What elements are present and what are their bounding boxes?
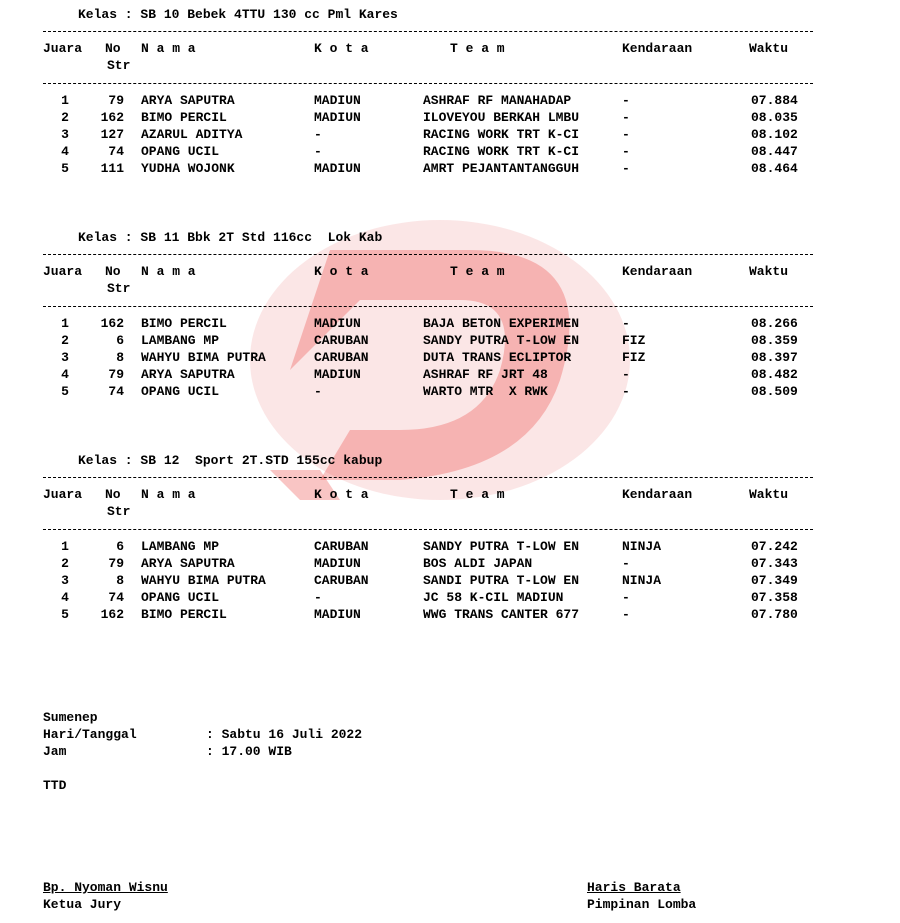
- row-juara: 5: [61, 161, 69, 176]
- col-header-nama: N a m a: [141, 264, 196, 279]
- footer-time-value: : 17.00 WIB: [206, 744, 292, 759]
- row-nama: OPANG UCIL: [141, 384, 220, 399]
- row-waktu: 08.397: [751, 350, 798, 365]
- row-no: 162: [100, 607, 124, 622]
- row-team: ASHRAF RF MANAHADAP: [423, 93, 572, 108]
- row-nama: WAHYU BIMA PUTRA: [141, 350, 266, 365]
- row-waktu: 08.266: [751, 316, 798, 331]
- row-juara: 3: [61, 573, 69, 588]
- row-waktu: 07.780: [751, 607, 798, 622]
- row-no: 6: [116, 333, 124, 348]
- row-team: SANDI PUTRA T-LOW EN: [423, 573, 580, 588]
- row-kendaraan: -: [622, 161, 630, 176]
- row-kota: MADIUN: [314, 316, 361, 331]
- row-nama: BIMO PERCIL: [141, 607, 227, 622]
- row-team: JC 58 K-CIL MADIUN: [423, 590, 564, 605]
- row-kota: CARUBAN: [314, 573, 369, 588]
- row-kota: -: [314, 144, 322, 159]
- row-waktu: 08.509: [751, 384, 798, 399]
- dashed-divider: [43, 477, 813, 478]
- row-juara: 2: [61, 556, 69, 571]
- col-header-waktu: Waktu: [749, 41, 789, 56]
- row-kendaraan: -: [622, 607, 630, 622]
- row-nama: LAMBANG MP: [141, 333, 220, 348]
- dashed-divider: [43, 306, 813, 307]
- row-kendaraan: -: [622, 367, 630, 382]
- row-nama: WAHYU BIMA PUTRA: [141, 573, 266, 588]
- signature-left-name: Bp. Nyoman Wisnu: [43, 880, 168, 895]
- row-juara: 5: [61, 384, 69, 399]
- dashed-divider: [43, 83, 813, 84]
- row-nama: ARYA SAPUTRA: [141, 556, 235, 571]
- row-kendaraan: FIZ: [622, 350, 646, 365]
- col-header-kota: K o t a: [314, 41, 369, 56]
- col-header-team: T e a m: [450, 41, 505, 56]
- col-header-kota: K o t a: [314, 264, 369, 279]
- col-header-waktu: Waktu: [749, 264, 789, 279]
- signature-right-name: Haris Barata: [587, 880, 681, 895]
- col-header-team: T e a m: [450, 487, 505, 502]
- row-kota: CARUBAN: [314, 333, 369, 348]
- row-no: 74: [108, 384, 124, 399]
- row-nama: OPANG UCIL: [141, 144, 220, 159]
- row-waktu: 07.358: [751, 590, 798, 605]
- row-kota: -: [314, 127, 322, 142]
- section-title: Kelas : SB 10 Bebek 4TTU 130 cc Pml Kares: [78, 7, 398, 22]
- row-juara: 1: [61, 539, 69, 554]
- row-waktu: 08.102: [751, 127, 798, 142]
- row-team: RACING WORK TRT K-CI: [423, 144, 580, 159]
- row-waktu: 08.035: [751, 110, 798, 125]
- row-kendaraan: -: [622, 144, 630, 159]
- row-team: ILOVEYOU BERKAH LMBU: [423, 110, 580, 125]
- col-header-team: T e a m: [450, 264, 505, 279]
- col-header-kota: K o t a: [314, 487, 369, 502]
- row-kota: -: [314, 384, 322, 399]
- row-kota: -: [314, 590, 322, 605]
- col-header-juara: Juara: [43, 264, 83, 279]
- row-waktu: 08.359: [751, 333, 798, 348]
- row-nama: LAMBANG MP: [141, 539, 220, 554]
- row-kota: MADIUN: [314, 607, 361, 622]
- row-kendaraan: FIZ: [622, 333, 646, 348]
- row-no: 74: [108, 144, 124, 159]
- row-juara: 1: [61, 316, 69, 331]
- dashed-divider: [43, 254, 813, 255]
- row-team: WARTO MTR X RWK: [423, 384, 548, 399]
- col-header-kendaraan: Kendaraan: [622, 41, 693, 56]
- row-team: SANDY PUTRA T-LOW EN: [423, 539, 580, 554]
- row-team: BAJA BETON EXPERIMEN: [423, 316, 580, 331]
- col-header-kendaraan: Kendaraan: [622, 487, 693, 502]
- col-header-nama: N a m a: [141, 41, 196, 56]
- row-kota: MADIUN: [314, 93, 361, 108]
- signature-left-role: Ketua Jury: [43, 897, 122, 912]
- row-waktu: 07.242: [751, 539, 798, 554]
- row-kendaraan: -: [622, 110, 630, 125]
- row-juara: 4: [61, 367, 69, 382]
- col-header-no: No: [105, 264, 121, 279]
- row-kendaraan: -: [622, 316, 630, 331]
- col-header-waktu: Waktu: [749, 487, 789, 502]
- row-team: SANDY PUTRA T-LOW EN: [423, 333, 580, 348]
- row-no: 8: [116, 350, 124, 365]
- row-no: 162: [100, 316, 124, 331]
- row-juara: 2: [61, 110, 69, 125]
- row-juara: 3: [61, 350, 69, 365]
- row-no: 74: [108, 590, 124, 605]
- row-kota: MADIUN: [314, 556, 361, 571]
- row-kota: CARUBAN: [314, 539, 369, 554]
- row-waktu: 07.884: [751, 93, 798, 108]
- row-juara: 1: [61, 93, 69, 108]
- col-header-str: Str: [107, 504, 131, 519]
- row-juara: 3: [61, 127, 69, 142]
- row-team: DUTA TRANS ECLIPTOR: [423, 350, 572, 365]
- row-juara: 5: [61, 607, 69, 622]
- row-kota: MADIUN: [314, 110, 361, 125]
- col-header-str: Str: [107, 58, 131, 73]
- row-no: 6: [116, 539, 124, 554]
- row-nama: ARYA SAPUTRA: [141, 367, 235, 382]
- row-kendaraan: NINJA: [622, 573, 662, 588]
- row-juara: 2: [61, 333, 69, 348]
- row-kota: MADIUN: [314, 161, 361, 176]
- row-nama: OPANG UCIL: [141, 590, 220, 605]
- row-team: ASHRAF RF JRT 48: [423, 367, 548, 382]
- row-kendaraan: NINJA: [622, 539, 662, 554]
- row-waktu: 07.349: [751, 573, 798, 588]
- row-no: 79: [108, 93, 124, 108]
- row-team: WWG TRANS CANTER 677: [423, 607, 580, 622]
- section-title: Kelas : SB 12 Sport 2T.STD 155cc kabup: [78, 453, 383, 468]
- footer-time-label: Jam: [43, 744, 67, 759]
- row-nama: YUDHA WOJONK: [141, 161, 235, 176]
- row-waktu: 08.482: [751, 367, 798, 382]
- dashed-divider: [43, 31, 813, 32]
- row-juara: 4: [61, 144, 69, 159]
- row-waktu: 08.464: [751, 161, 798, 176]
- col-header-str: Str: [107, 281, 131, 296]
- row-no: 111: [100, 161, 124, 176]
- row-no: 79: [108, 556, 124, 571]
- row-kota: CARUBAN: [314, 350, 369, 365]
- footer-ttd: TTD: [43, 778, 67, 793]
- col-header-kendaraan: Kendaraan: [622, 264, 693, 279]
- row-kendaraan: -: [622, 556, 630, 571]
- row-kendaraan: -: [622, 93, 630, 108]
- row-kendaraan: -: [622, 590, 630, 605]
- signature-right-role: Pimpinan Lomba: [587, 897, 697, 912]
- row-team: BOS ALDI JAPAN: [423, 556, 533, 571]
- row-team: RACING WORK TRT K-CI: [423, 127, 580, 142]
- footer-place: Sumenep: [43, 710, 98, 725]
- col-header-no: No: [105, 41, 121, 56]
- row-kota: MADIUN: [314, 367, 361, 382]
- row-juara: 4: [61, 590, 69, 605]
- row-no: 8: [116, 573, 124, 588]
- col-header-nama: N a m a: [141, 487, 196, 502]
- row-kendaraan: -: [622, 384, 630, 399]
- row-no: 162: [100, 110, 124, 125]
- footer-date-value: : Sabtu 16 Juli 2022: [206, 727, 363, 742]
- footer-date-label: Hari/Tanggal: [43, 727, 137, 742]
- row-waktu: 08.447: [751, 144, 798, 159]
- row-team: AMRT PEJANTANTANGGUH: [423, 161, 580, 176]
- row-kendaraan: -: [622, 127, 630, 142]
- row-no: 127: [100, 127, 124, 142]
- row-nama: BIMO PERCIL: [141, 110, 227, 125]
- row-nama: AZARUL ADITYA: [141, 127, 243, 142]
- col-header-juara: Juara: [43, 487, 83, 502]
- row-no: 79: [108, 367, 124, 382]
- dashed-divider: [43, 529, 813, 530]
- row-waktu: 07.343: [751, 556, 798, 571]
- col-header-no: No: [105, 487, 121, 502]
- section-title: Kelas : SB 11 Bbk 2T Std 116cc Lok Kab: [78, 230, 383, 245]
- row-nama: BIMO PERCIL: [141, 316, 227, 331]
- col-header-juara: Juara: [43, 41, 83, 56]
- row-nama: ARYA SAPUTRA: [141, 93, 235, 108]
